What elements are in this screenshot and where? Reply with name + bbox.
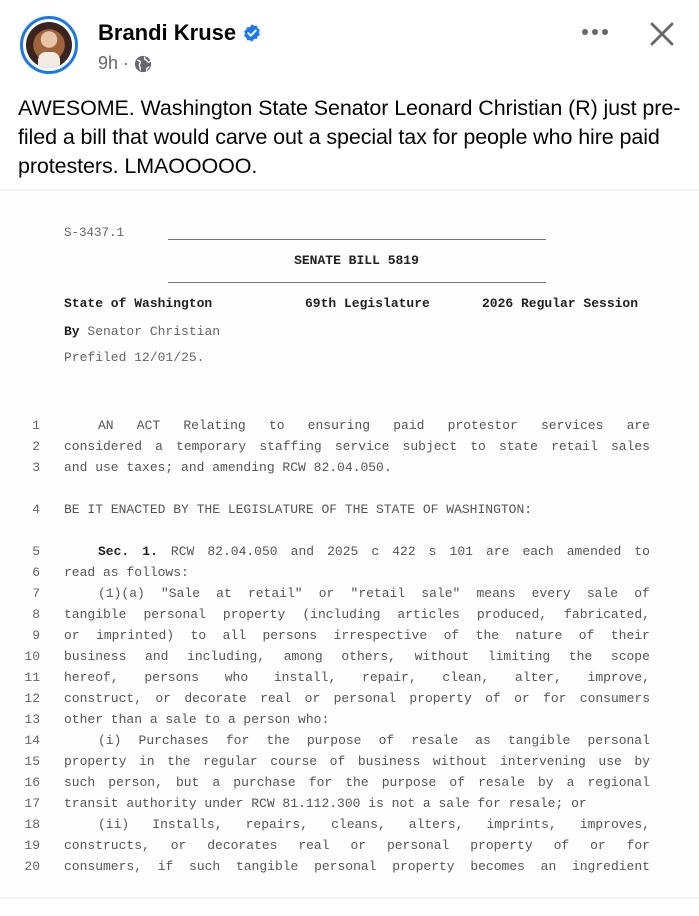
line-number: 4	[32, 502, 40, 517]
sponsor: Senator Christian	[87, 324, 221, 339]
globe-icon[interactable]	[134, 55, 152, 73]
line-number: 15	[24, 754, 40, 769]
bill-session: 2026 Regular Session	[482, 296, 639, 311]
bill-title: SENATE BILL 5819	[294, 253, 419, 268]
line-number: 13	[24, 712, 40, 727]
bill-line	[0, 817, 699, 838]
line-number: 2	[32, 439, 40, 454]
line-number: 5	[32, 544, 40, 559]
sponsor-line	[64, 324, 220, 339]
line-text: and use taxes; and amending RCW 82.04.050.	[64, 460, 392, 475]
bill-line	[0, 418, 699, 439]
line-number: 11	[24, 670, 40, 685]
bill-line	[0, 754, 699, 775]
line-text: property in the regular course of business without intervening use by	[64, 754, 650, 769]
line-text: transit authority under RCW 81.112.300 is not a sale for resale; or	[64, 796, 587, 811]
more-horizontal-icon	[582, 29, 588, 35]
line-number: 18	[24, 817, 40, 832]
bill-legislature: 69th Legislature	[305, 296, 430, 311]
close-icon[interactable]	[644, 16, 680, 52]
avatar-story-ring[interactable]	[20, 16, 78, 74]
bill-state: State of Washington	[64, 296, 213, 311]
line-number: 14	[24, 733, 40, 748]
bill-line	[0, 586, 699, 607]
line-text: other than a sale to a person who:	[64, 712, 330, 727]
author-name[interactable]: Brandi Kruse	[98, 20, 237, 45]
line-number: 16	[24, 775, 40, 790]
line-text: construct, or decorate real or personal property of or for consumers	[64, 691, 650, 706]
bill-line	[0, 775, 699, 796]
more-dot	[602, 29, 608, 35]
by-label: By	[64, 324, 80, 339]
bill-line	[0, 502, 699, 523]
line-number: 20	[24, 859, 40, 874]
line-text: such person, but a purchase for the purpose of resale by a regional	[64, 775, 650, 790]
line-text: (ii) Installs, repairs, cleans, alters, imprints, improves,	[98, 817, 650, 832]
line-number: 8	[32, 607, 40, 622]
line-number: 17	[24, 796, 40, 811]
line-number: 7	[32, 586, 40, 601]
line-number: 19	[24, 838, 40, 853]
bill-line	[0, 670, 699, 691]
line-text: constructs, or decorates real or personal property of or for	[64, 838, 650, 853]
bill-line	[0, 544, 699, 565]
bill-line	[0, 607, 699, 628]
bill-line	[0, 838, 699, 859]
line-text: considered a temporary staffing service subject to state retail sales	[64, 439, 650, 454]
line-text: (i) Purchases for the purpose of resale as tangible personal	[98, 733, 650, 748]
bill-document-image[interactable]	[0, 191, 699, 898]
post-text: AWESOME. Washington State Senator Leonard Christian (R) just pre-filed a bill that would carve out a special tax for people who hire paid protesters. LMAOOOOO.	[18, 96, 681, 178]
line-number: 3	[32, 460, 40, 475]
more-dot	[592, 29, 598, 35]
bill-line	[0, 628, 699, 649]
bill-line	[0, 439, 699, 460]
meta-separator: ·	[123, 53, 130, 73]
rule-line	[168, 239, 546, 240]
line-text: tangible personal property (including articles produced, fabricated,	[64, 607, 650, 622]
bill-line	[0, 460, 699, 481]
line-number: 10	[24, 649, 40, 664]
rule-line	[168, 282, 546, 283]
document-id: S-3437.1	[64, 226, 125, 240]
verified-badge-icon	[242, 23, 262, 43]
line-text: consumers, if such tangible personal property becomes an ingredient	[64, 859, 650, 874]
timestamp[interactable]: 9h	[98, 53, 119, 73]
line-text: Sec. 1. RCW 82.04.050 and 2025 c 422 s 101 are each amended to	[98, 544, 650, 559]
line-text: read as follows:	[64, 565, 189, 580]
divider	[0, 897, 699, 899]
more-options-button[interactable]	[575, 20, 615, 44]
line-number: 6	[32, 565, 40, 580]
author-row	[98, 20, 262, 46]
bill-line	[0, 859, 699, 880]
line-text: (1)(a) "Sale at retail" or "retail sale" means every sale of	[98, 586, 650, 601]
post-header	[0, 0, 699, 90]
bill-line	[0, 691, 699, 712]
line-text: AN ACT Relating to ensuring paid protestor services are	[98, 418, 650, 433]
bill-line	[0, 796, 699, 817]
bill-line	[0, 733, 699, 754]
line-text: hereof, persons who install, repair, clean, alter, improve,	[64, 670, 650, 685]
line-number: 9	[32, 628, 40, 643]
bill-line	[0, 565, 699, 586]
bill-line	[0, 649, 699, 670]
post-meta	[98, 53, 152, 74]
line-number: 1	[32, 418, 40, 433]
line-number: 12	[24, 691, 40, 706]
line-text: BE IT ENACTED BY THE LEGISLATURE OF THE STATE OF WASHINGTON:	[64, 502, 533, 517]
line-text: or imprinted) to all persons irrespective of the nature of their	[64, 628, 650, 643]
avatar[interactable]	[26, 22, 72, 68]
line-text: business and including, among others, without limiting the scope	[64, 649, 650, 664]
prefiled-date: Prefiled 12/01/25.	[64, 350, 205, 365]
bill-line	[0, 712, 699, 733]
